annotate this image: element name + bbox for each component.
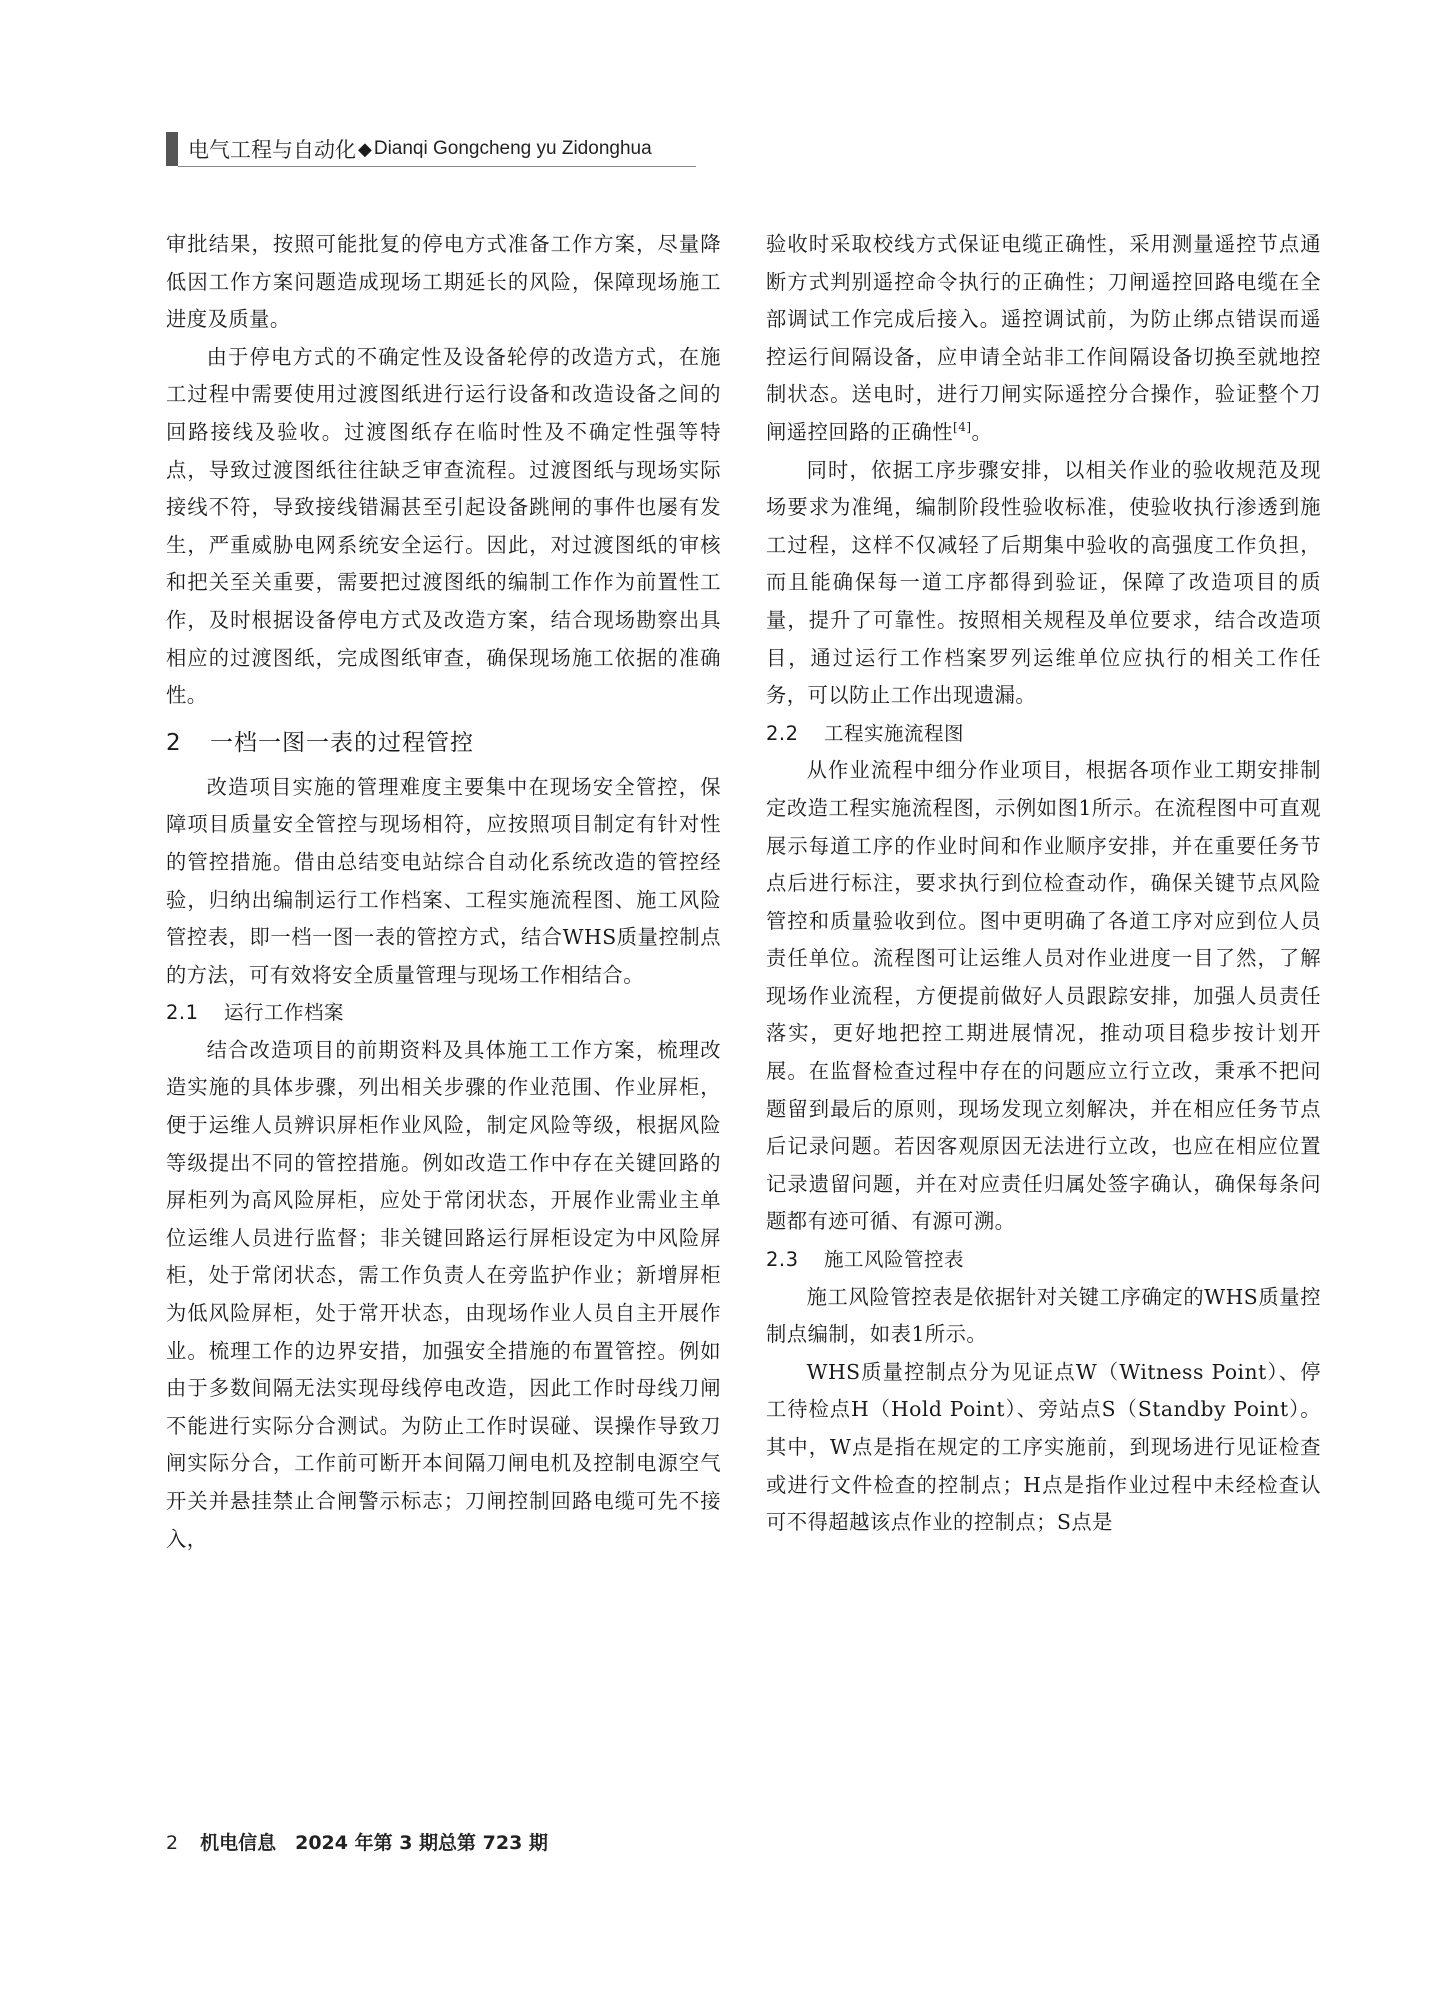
diamond-icon: ◆	[358, 138, 372, 160]
subsection-title: 施工风险管控表	[824, 1248, 965, 1272]
section-title: 一档一图一表的过程管控	[210, 729, 474, 756]
section-number: 2	[166, 729, 182, 756]
paragraph: 改造项目实施的管理难度主要集中在现场安全管控，保障项目质量安全管控与现场相符，应按照项目制定有针对性的管控措施。借由总结变电站综合自动化系统改造的管控经验，归纳出编制运行工作档案、工程实施流程图、施工风险管控表，即一档一图一表的管控方式，结合WHS质量控制点的方法，可有效将安全质量管理与现场工作相结合。	[166, 774, 721, 987]
header-rule	[178, 166, 696, 167]
right-column	[766, 226, 1321, 1542]
header-column-en: Dianqi Gongcheng yu Zidonghua	[373, 138, 652, 159]
paragraph	[766, 226, 1321, 452]
paragraph: 同时，依据工序步骤安排，以相关作业的验收规范及现场要求为准绳，编制阶段性验收标准，使验收执行渗透到施工过程，这样不仅减轻了后期集中验收的高强度工作负担，而且能确保每一道工序都得到验证，保障了改造项目的质量，提升了可靠性。按照相关规程及单位要求，结合改造项目，通过运行工作档案罗列运维单位应执行的相关工作任务，可以防止工作出现遗漏。	[766, 457, 1321, 708]
subsection-heading	[766, 715, 1321, 753]
paragraph-end: 。	[971, 419, 993, 444]
paragraph: 从作业流程中细分作业项目，根据各项作业工期安排制定改造工程实施流程图，示例如图1所示。在流程图中可直观展示每道工序的作业时间和作业顺序安排，并在重要任务节点后进行标注，要求执行到位检查动作，确保关键节点风险管控和质量验收到位。图中更明确了各道工序对应到位人员责任单位。流程图可让运维人员对作业进度一目了然，了解现场作业流程，方便提前做好人员跟踪安排，加强人员责任落实，更好地把控工期进展情况，推动项目稳步按计划开展。在监督检查过程中存在的问题应立行立改，秉承不把问题留到最后的原则，现场发现立刻解决，并在相应任务节点后记录问题。若因客观原因无法进行立改，也应在相应位置记录遗留问题，并在对应责任归属处签字确认，确保每条问题都有迹可循、有源可溯。	[766, 758, 1321, 1234]
left-column	[166, 226, 721, 1558]
paragraph: 结合改造项目的前期资料及具体施工工作方案，梳理改造实施的具体步骤，列出相关步骤的作业范围、作业屏柜，便于运维人员辨识屏柜作业风险，制定风险等级，根据风险等级提出不同的管控措施。例如改造工作中存在关键回路的屏柜列为高风险屏柜，应处于常闭状态，开展作业需业主单位运维人员进行监督；非关键回路运行屏柜设定为中风险屏柜，处于常闭状态，需工作负责人在旁监护作业；新增屏柜为低风险屏柜，处于常开状态，由现场作业人员自主开展作业。梳理工作的边界安措，加强安全措施的布置管控。例如由于多数间隔无法实现母线停电改造，因此工作时母线刀闸不能进行实际分合测试。为防止工作时误碰、误操作导致刀闸实际分合，工作前可断开本间隔刀闸电机及控制电源空气开关并悬挂禁止合闸警示标志；刀闸控制回路电缆可先不接入，	[166, 1037, 721, 1551]
paragraph: 施工风险管控表是依据针对关键工序确定的WHS质量控制点编制，如表1所示。	[766, 1284, 1321, 1347]
journal-info: 机电信息 2024 年第 3 期总第 723 期	[200, 1832, 548, 1854]
page-footer	[166, 1828, 548, 1855]
subsection-heading	[766, 1241, 1321, 1279]
paragraph: 由于停电方式的不确定性及设备轮停的改造方式，在施工过程中需要使用过渡图纸进行运行设备和改造设备之间的回路接线及验收。过渡图纸存在临时性及不确定性强等特点，导致过渡图纸往往缺乏审查流程。过渡图纸与现场实际接线不符，导致接线错漏甚至引起设备跳闸的事件也屡有发生，严重威胁电网系统安全运行。因此，对过渡图纸的审核和把关至关重要，需要把过渡图纸的编制工作作为前置性工作，及时根据设备停电方式及改造方案，结合现场勘察出具相应的过渡图纸，完成图纸审查，确保现场施工依据的准确性。	[166, 344, 721, 708]
subsection-heading	[166, 994, 721, 1032]
header-column-cn: 电气工程与自动化	[188, 138, 356, 162]
paragraph-text: 验收时采取校线方式保证电缆正确性，采用测量遥控节点通断方式判别遥控命令执行的正确性；刀闸遥控回路电缆在全部调试工作完成后接入。遥控调试前，为防止绑点错误而遥控运行间隔设备，应申请全站非工作间隔设备切换至就地控制状态。送电时，进行刀闸实际遥控分合操作，验证整个刀闸遥控回路的正确性	[766, 232, 1321, 444]
subsection-number: 2.3	[766, 1248, 799, 1272]
subsection-number: 2.2	[766, 721, 799, 745]
header-bar	[166, 132, 178, 166]
running-header	[166, 132, 652, 166]
subsection-title: 运行工作档案	[224, 1001, 345, 1025]
page-number: 2	[166, 1832, 179, 1854]
paragraph: WHS质量控制点分为见证点W（Witness Point）、停工待检点H（Hold Point）、旁站点S（Standby Point）。其中，W点是指在规定的工序实施前，到现场进行见证检查或进行文件检查的控制点；H点是指作业过程中未经检查认可不得超越该点作业的控制点；S点是	[766, 1359, 1321, 1535]
subsection-number: 2.1	[166, 1001, 199, 1025]
paragraph: 审批结果，按照可能批复的停电方式准备工作方案，尽量降低因工作方案问题造成现场工期延长的风险，保障现场施工进度及质量。	[166, 232, 721, 332]
section-heading	[166, 723, 721, 763]
citation-ref: [4]	[953, 420, 972, 435]
subsection-title: 工程实施流程图	[824, 721, 965, 745]
